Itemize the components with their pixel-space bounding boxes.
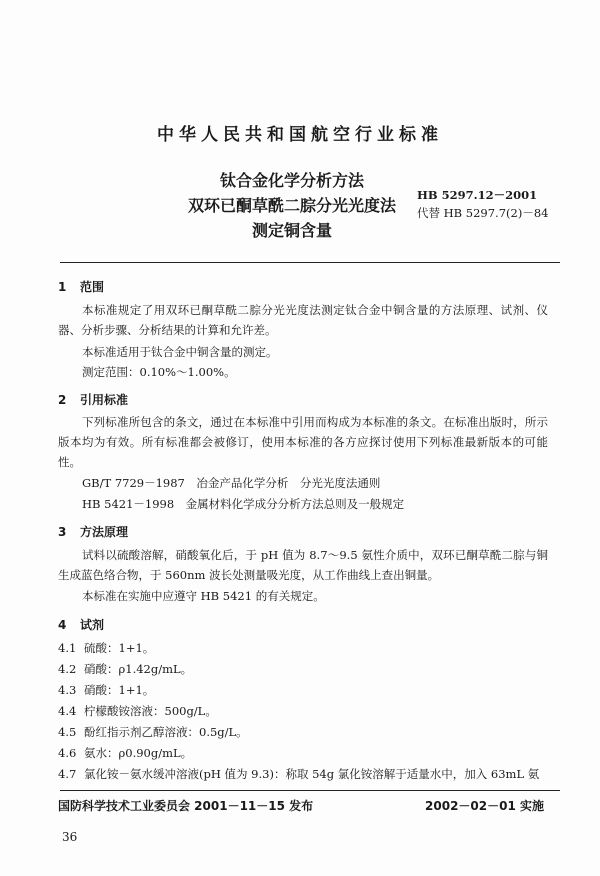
reagent-item: 4.4 柠檬酸铵溶液：500g/L。 <box>58 704 217 718</box>
reagent-item: 4.6 氨水：ρ0.90g/mL。 <box>58 746 193 760</box>
header-rule <box>60 262 560 263</box>
standard-codes <box>417 186 548 222</box>
section-1-scope-line: 本标准适用于钛合金中铜含量的测定。 <box>82 345 278 359</box>
reagent-item: 4.3 硝酸：1+1。 <box>58 683 155 697</box>
issue-statement: 国防科学技术工业委员会 2001－11－15 发布 <box>58 799 314 813</box>
reagent-item: 4.2 硝酸：ρ1.42g/mL。 <box>58 662 193 676</box>
section-1-paragraph: 本标准规定了用双环已酮草酰二腙分光光度法测定钛合金中铜含量的方法原理、试剂、仪器、分析步骤、分析结果的计算和允许差。 <box>58 303 548 337</box>
title-line-2: 双环已酮草酰二腙分光光度法 <box>187 196 396 215</box>
reagent-item: 4.5 酚红指示剂乙醇溶液：0.5g/L。 <box>58 725 248 739</box>
section-3-compliance-line: 本标准在实施中应遵守 HB 5421 的有关规定。 <box>82 589 325 603</box>
replaces-code: 代替 HB 5297.7(2)－84 <box>417 206 549 220</box>
standard-name: 中华人民共和国航空行业标准 <box>157 125 443 145</box>
reference-hb5421: HB 5421－1998 金属材料化学成分分析方法总则及一般规定 <box>82 497 405 511</box>
reagent-item: 4.1 硫酸：1+1。 <box>58 641 155 655</box>
section-1-title: 1 范围 <box>58 280 105 294</box>
title-line-3: 测定铜含量 <box>251 221 332 240</box>
section-4-title: 4 试剂 <box>58 618 105 632</box>
document-title <box>182 168 402 243</box>
reference-gb7729: GB/T 7729－1987 冶金产品化学分析 分光光度法通则 <box>82 476 381 490</box>
section-2-title: 2 引用标准 <box>58 393 129 407</box>
title-line-1: 钛合金化学分析方法 <box>219 171 364 190</box>
section-2-paragraph: 下列标准所包含的条文，通过在本标准中引用而构成为本标准的条文。在标准出版时，所示版本均为有效。所有标准都会被修订，使用本标准的各方应探讨使用下列标准最新版本的可能性。 <box>58 415 548 469</box>
section-3-paragraph: 试料以硫酸溶解，硝酸氧化后，于 pH 值为 8.7～9.5 氨性介质中，双环已酮草酰二腙与铜生成蓝色络合物，于 560nm 波长处测量吸光度，从工作曲线上查出铜量。 <box>58 548 548 582</box>
page-number: 36 <box>62 830 78 844</box>
standard-code: HB 5297.12－2001 <box>417 188 538 202</box>
footer-rule <box>60 790 560 791</box>
section-1-range-line: 测定范围：0.10%～1.00%。 <box>82 365 236 379</box>
reagent-item: 4.7 氯化铵－氨水缓冲溶液(pH 值为 9.3)：称取 54g 氯化铵溶解于适量水中，加入 63mL 氨 <box>58 767 540 781</box>
section-3-title: 3 方法原理 <box>58 525 129 539</box>
effective-statement: 2002－02－01 实施 <box>425 799 544 813</box>
